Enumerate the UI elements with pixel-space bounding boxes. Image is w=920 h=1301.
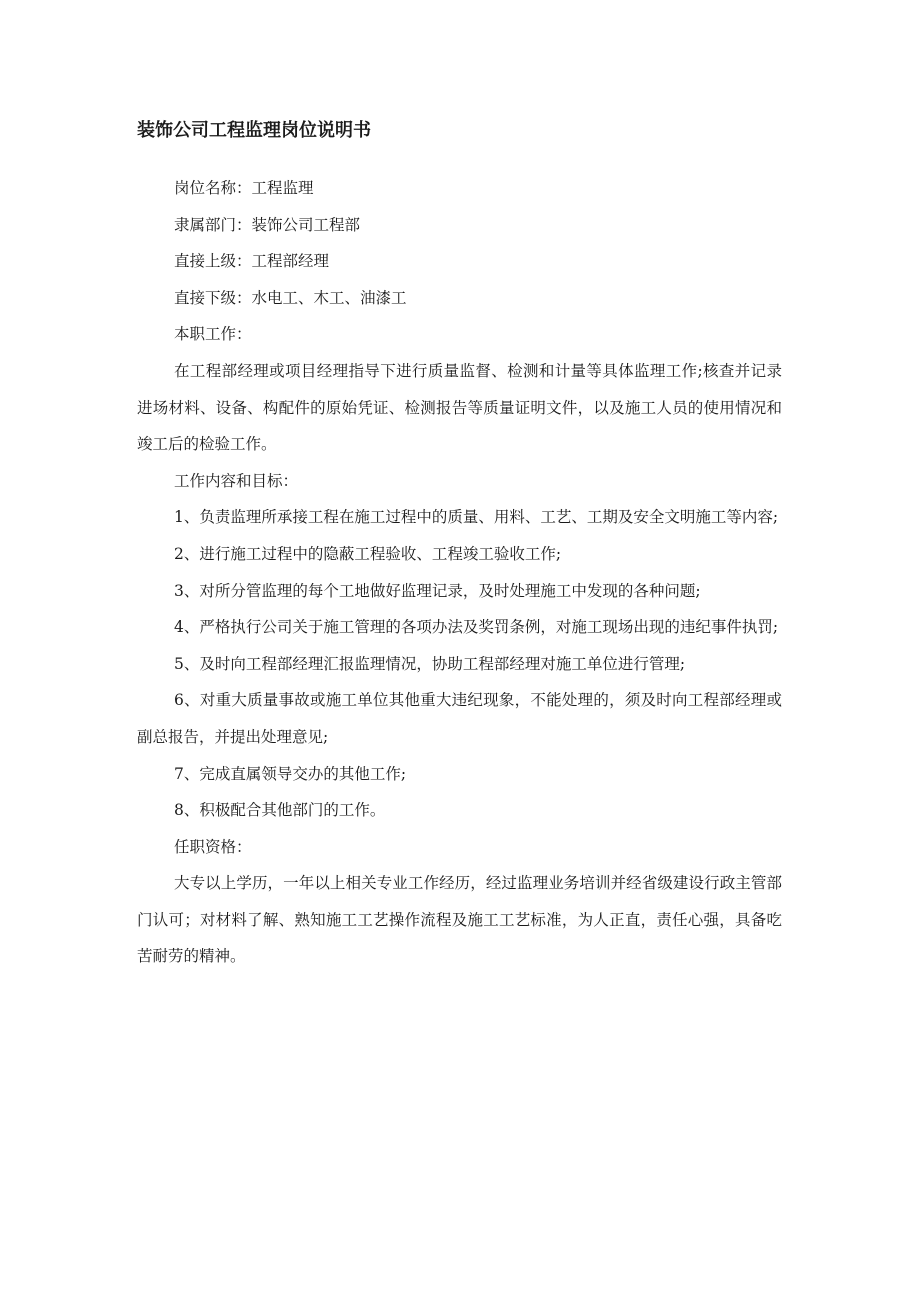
task-item-1: 1、负责监理所承接工程在施工过程中的质量、用料、工艺、工期及安全文明施工等内容; <box>174 508 779 527</box>
task-item-5: 5、及时向工程部经理汇报监理情况，协助工程部经理对施工单位进行管理; <box>174 654 686 673</box>
field-position-name: 岗位名称：工程监理 <box>174 179 314 197</box>
task-item-7: 7、完成直属领导交办的其他工作; <box>174 764 407 783</box>
field-department: 隶属部门：装饰公司工程部 <box>174 215 361 234</box>
tasks-heading: 工作内容和目标： <box>174 471 299 490</box>
field-direct-subordinates: 直接下级：水电工、木工、油漆工 <box>174 288 407 307</box>
qualification-heading: 任职资格： <box>174 837 252 856</box>
task-item-4: 4、严格执行公司关于施工管理的各项办法及奖罚条例，对施工现场出现的违纪事件执罚; <box>174 618 779 637</box>
task-item-3: 3、对所分管监理的每个工地做好监理记录，及时处理施工中发现的各种问题; <box>174 581 701 600</box>
duty-heading: 本职工作： <box>174 325 252 344</box>
qualification-paragraph: 大专以上学历，一年以上相关专业工作经历，经过监理业务培训并经省级建设行政主管部门认可；对材料了解、熟知施工工艺操作流程及施工工艺标准，为人正直，责任心强，具备吃苦耐劳的精神。 <box>137 874 782 966</box>
duty-paragraph: 在工程部经理或项目经理指导下进行质量监督、检测和计量等具体监理工作;核查并记录进场材料、设备、构配件的原始凭证、检测报告等质量证明文件，以及施工人员的使用情况和竣工后的检验工作。 <box>137 361 782 454</box>
task-item-8: 8、积极配合其他部门的工作。 <box>174 801 386 820</box>
task-item-6: 6、对重大质量事故或施工单位其他重大违纪现象，不能处理的，须及时向工程部经理或副总报告，并提出处理意见; <box>137 691 782 746</box>
task-item-2: 2、进行施工过程中的隐蔽工程验收、工程竣工验收工作; <box>174 544 562 563</box>
field-direct-superior: 直接上级：工程部经理 <box>174 252 330 271</box>
document-body <box>137 170 782 975</box>
document-title: 装饰公司工程监理岗位说明书 <box>137 120 371 141</box>
